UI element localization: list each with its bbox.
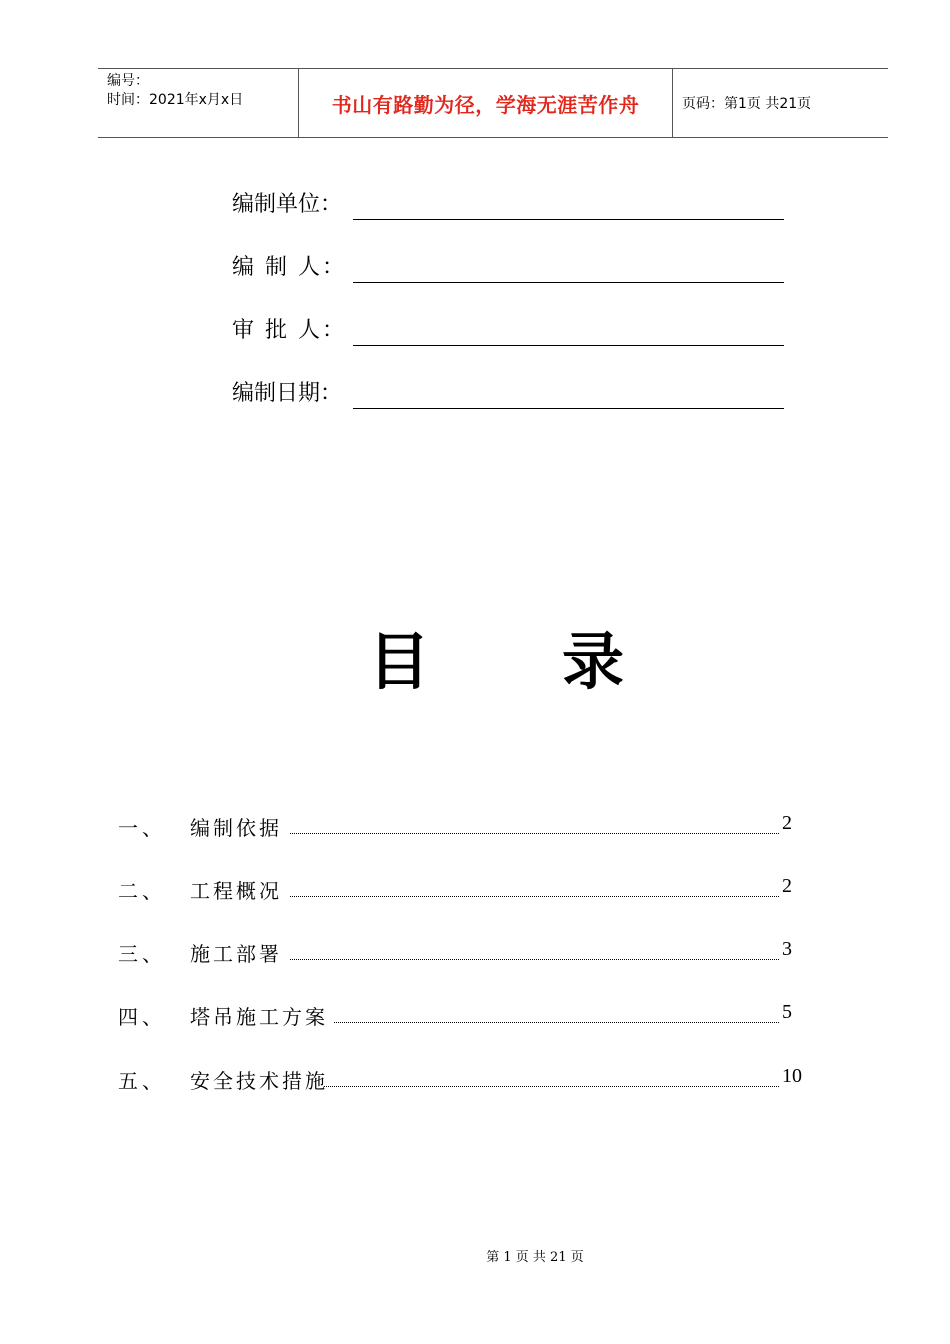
toc-entry-text: 工程概况 — [190, 879, 282, 903]
toc-title-char2: 录 — [562, 625, 625, 698]
header-motto-cell — [299, 69, 673, 137]
approver-underline — [353, 345, 784, 346]
toc-entry-page: 2 — [782, 875, 792, 897]
toc-entry-text: 施工部署 — [190, 942, 282, 966]
toc-leader-dots — [334, 1022, 779, 1023]
date-label: 编制日期： — [232, 381, 343, 406]
motto-text: 书山有路勤为径，学海无涯苦作舟 — [331, 92, 640, 117]
toc-entry-text: 编制依据 — [190, 816, 282, 840]
toc-title-char1: 目 — [368, 625, 431, 698]
header-meta-cell — [98, 69, 299, 137]
unit-field — [232, 188, 784, 220]
page-header — [98, 68, 888, 138]
date-underline — [353, 408, 784, 409]
toc-entry-text: 安全技术措施 — [190, 1069, 328, 1093]
toc-entry[interactable] — [118, 875, 818, 905]
toc-entry[interactable] — [118, 1001, 818, 1031]
page-footer — [0, 1246, 950, 1265]
toc-leader-dots — [290, 896, 779, 897]
author-underline — [353, 282, 784, 283]
toc-entry-page: 10 — [782, 1065, 802, 1087]
page-info: 页码：第1页 共21页 — [682, 96, 812, 112]
toc-leader-dots — [290, 833, 779, 834]
author-field — [232, 251, 784, 283]
toc-entry-number: 三、 — [118, 942, 166, 966]
footer-page-number: 第 1 页 共 21 页 — [486, 1250, 584, 1265]
toc-leader-dots — [324, 1086, 779, 1087]
time-label: 时间：2021年x月x日 — [107, 92, 244, 108]
toc-title — [0, 612, 950, 702]
toc-entry-page: 5 — [782, 1001, 792, 1023]
toc-entry-text: 塔吊施工方案 — [190, 1005, 328, 1029]
approver-field — [232, 314, 784, 346]
toc-entry-number: 二、 — [118, 879, 166, 903]
header-page-cell — [673, 69, 888, 137]
toc-entry-number: 四、 — [118, 1005, 166, 1029]
toc-entry-number: 五、 — [118, 1069, 166, 1093]
toc-entry-number: 一、 — [118, 816, 166, 840]
toc-entry[interactable] — [118, 812, 818, 842]
unit-underline — [353, 219, 784, 220]
toc-entry[interactable] — [118, 1065, 818, 1095]
toc-leader-dots — [290, 959, 779, 960]
author-label: 编 制 人： — [232, 255, 346, 280]
number-label: 编号： — [107, 73, 149, 89]
unit-label: 编制单位： — [232, 192, 343, 217]
toc-entry-page: 3 — [782, 938, 792, 960]
toc-entry[interactable] — [118, 938, 818, 968]
toc-entry-page: 2 — [782, 812, 792, 834]
approver-label: 审 批 人： — [232, 318, 346, 343]
date-field — [232, 377, 784, 409]
